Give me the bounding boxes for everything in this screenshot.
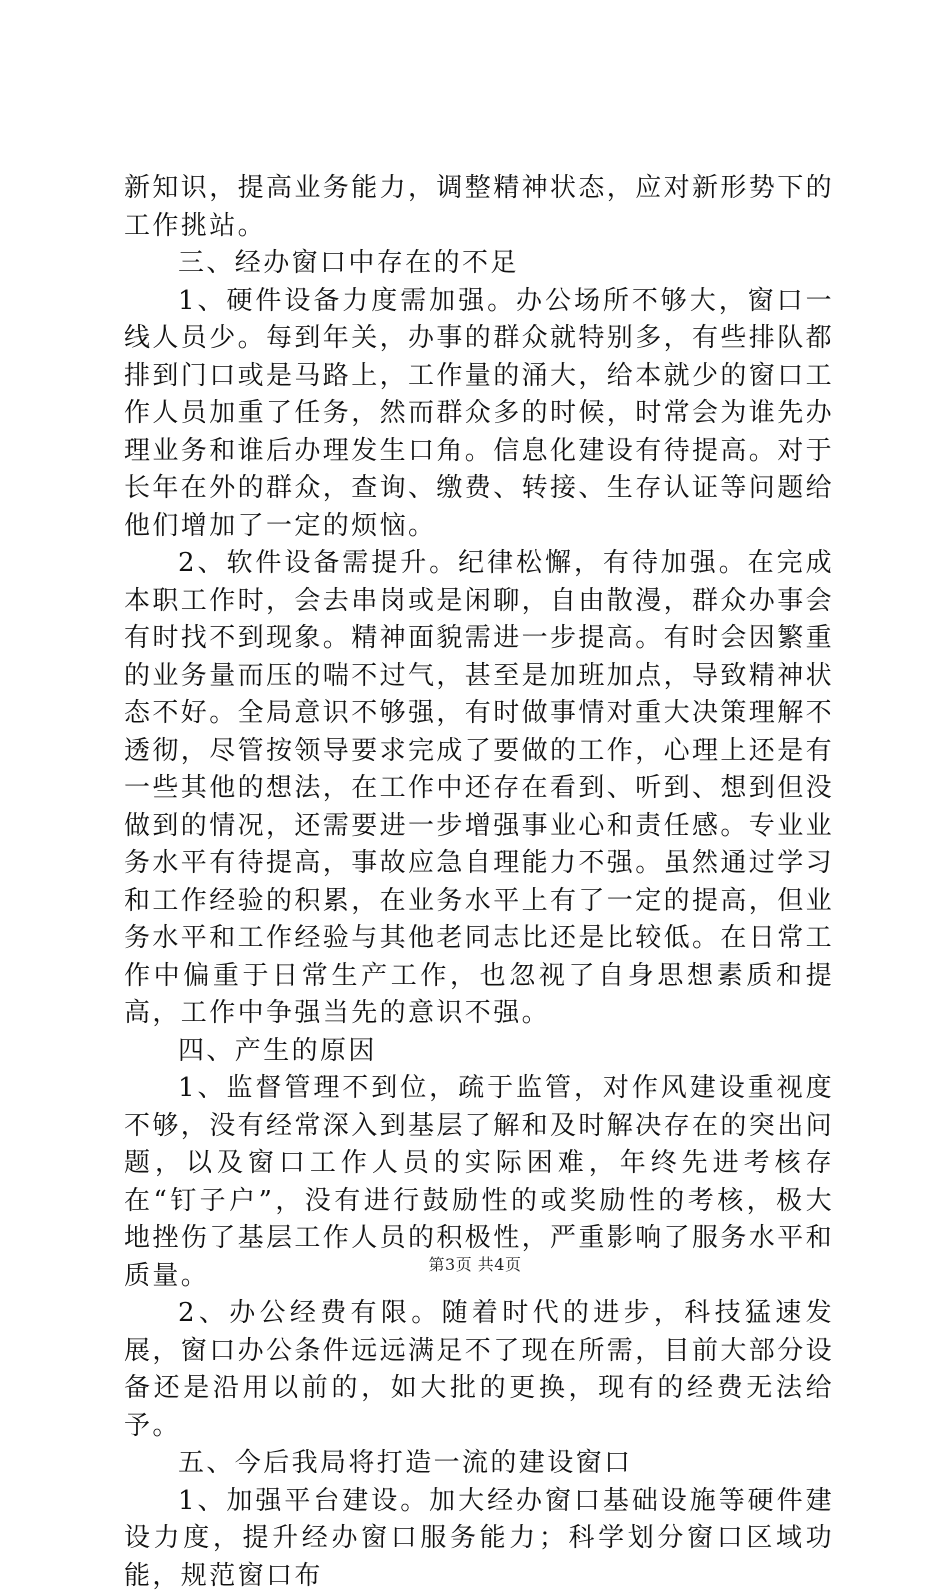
paragraph-platform: 1、加强平台建设。加大经办窗口基础设施等硬件建设力度，提升经办窗口服务能力；科学划分窗口区域功能，规范窗口布 bbox=[124, 1483, 834, 1595]
paragraph-supervision: 1、监督管理不到位，疏于监管，对作风建设重视度不够，没有经常深入到基层了解和及时解决存在的突出问题，以及窗口工作人员的实际困难，年终先进考核存在“钉子户”，没有进行鼓励性的或奖励性的考核，极大地挫伤了基层工作人员的积极性，严重影响了服务水平和质量。 bbox=[124, 1070, 834, 1295]
section-heading-4: 四、产生的原因 bbox=[124, 1033, 834, 1071]
paragraph-continuation: 新知识，提高业务能力，调整精神状态，应对新形势下的工作挑站。 bbox=[124, 170, 834, 245]
section-heading-3: 三、经办窗口中存在的不足 bbox=[124, 245, 834, 283]
page-number-footer: 第3页 共4页 bbox=[0, 1252, 950, 1275]
paragraph-hardware: 1、硬件设备力度需加强。办公场所不够大，窗口一线人员少。每到年关，办事的群众就特别多，有些排队都排到门口或是马路上，工作量的涌大，给本就少的窗口工作人员加重了任务，然而群众多的时候，时常会为谁先办理业务和谁后办理发生口角。信息化建设有待提高。对于长年在外的群众，查询、缴费、转接、生存认证等问题给他们增加了一定的烦恼。 bbox=[124, 283, 834, 546]
section-heading-5: 五、今后我局将打造一流的建设窗口 bbox=[124, 1445, 834, 1483]
paragraph-software: 2、软件设备需提升。纪律松懈，有待加强。在完成本职工作时，会去串岗或是闲聊，自由散漫，群众办事会有时找不到现象。精神面貌需进一步提高。有时会因繁重的业务量而压的喘不过气，甚至是加班加点，导致精神状态不好。全局意识不够强，有时做事情对重大决策理解不透彻，尽管按领导要求完成了要做的工作，心理上还是有一些其他的想法，在工作中还存在看到、听到、想到但没做到的情况，还需要进一步增强事业心和责任感。专业业务水平有待提高，事故应急自理能力不强。虽然通过学习和工作经验的积累，在业务水平上有了一定的提高，但业务水平和工作经验与其他老同志比还是比较低。在日常工作中偏重于日常生产工作，也忽视了自身思想素质和提高，工作中争强当先的意识不强。 bbox=[124, 545, 834, 1033]
paragraph-funding: 2、办公经费有限。随着时代的进步，科技猛速发展，窗口办公条件远远满足不了现在所需，目前大部分设备还是沿用以前的，如大批的更换，现有的经费无法给予。 bbox=[124, 1295, 834, 1445]
document-body bbox=[124, 170, 834, 1595]
